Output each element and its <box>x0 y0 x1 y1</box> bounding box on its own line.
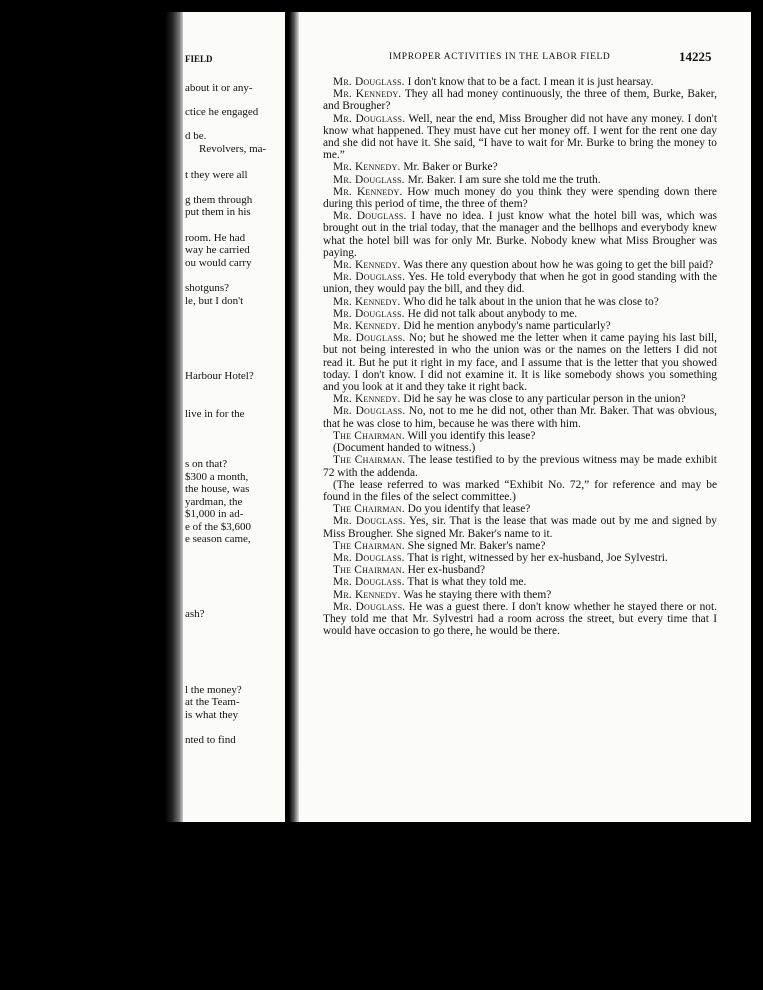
left-line: e of the $3,600 <box>185 521 251 533</box>
scan-dark-bottom <box>165 822 763 990</box>
testimony-paragraph <box>323 308 717 320</box>
paragraph-text: Did he mention anybody's name particularly? <box>403 320 611 333</box>
paragraph-text: He did not talk about anybody to me. <box>407 307 578 320</box>
speaker-name: Mr. Kennedy. <box>333 393 401 406</box>
testimony-paragraph <box>323 332 717 393</box>
left-line: d be. <box>185 130 207 142</box>
testimony-paragraph <box>323 296 717 308</box>
testimony-paragraph <box>323 161 717 173</box>
speaker-name: The Chairman. <box>333 539 405 552</box>
paragraph-text: How much money do you think they were spending down there during this period of time, the three of them? <box>323 185 717 211</box>
left-line: way he carried <box>185 244 250 256</box>
testimony-paragraph <box>323 174 717 186</box>
testimony-paragraph <box>323 320 717 332</box>
testimony-paragraph <box>323 259 717 271</box>
left-line: Revolvers, ma- <box>199 143 267 155</box>
speaker-name: Mr. Kennedy. <box>333 259 401 272</box>
paragraph-text: Was there any question about how he was going to get the bill paid? <box>403 259 714 272</box>
right-page-gutter-shadow <box>289 12 299 822</box>
paragraph-text: Yes, sir. That is the lease that was made out by me and signed by Miss Brougher. She signed Mr. Baker's name to it. <box>323 515 717 540</box>
running-head: IMPROPER ACTIVITIES IN THE LABOR FIELD <box>389 52 611 62</box>
speaker-name: Mr. Kennedy. <box>333 588 401 601</box>
left-line: the house, was <box>185 483 250 495</box>
paragraph-text: He was a guest there. I don't know whether he stayed there or not. They told me that Mr. Sylvestri had a room across the street, but every time that I would have occasion to go there, he would be there. <box>323 600 717 638</box>
speaker-name: Mr. Kennedy. <box>333 88 402 101</box>
speaker-name: The Chairman. <box>333 429 405 442</box>
paragraph-text: No, not to me he did not, other than Mr. Baker. That was obvious, that he was close to him, because he was there with him. <box>323 405 717 430</box>
left-line: nted to find <box>185 734 236 746</box>
scan-dark-margin <box>0 0 165 990</box>
testimony-paragraph <box>323 88 717 112</box>
paragraph-text: (Document handed to witness.) <box>333 442 476 455</box>
testimony-paragraph <box>323 76 717 88</box>
speaker-name: Mr. Douglass. <box>333 600 406 613</box>
testimony-text <box>323 76 717 637</box>
testimony-paragraph <box>323 393 717 405</box>
testimony-paragraph <box>323 210 717 259</box>
paragraph-text: The lease testified to by the previous witness may be made exhibit 72 with the addenda. <box>323 454 717 479</box>
left-line: le, but I don't <box>185 295 244 307</box>
left-running-head: FIELD <box>185 54 213 64</box>
paragraph-text: Her ex-husband? <box>407 564 486 577</box>
speaker-name: Mr. Kennedy. <box>333 161 401 174</box>
right-page <box>289 12 751 822</box>
paragraph-text: Did he say he was close to any particular person in the union? <box>403 393 686 406</box>
left-line: t they were all <box>185 169 248 181</box>
paragraph-text: Was he staying there with them? <box>403 588 552 601</box>
paragraph-text: Yes. He told everybody that when he got in good standing with the union, they would pay the bill, and they did. <box>323 271 717 296</box>
left-line: g them through <box>185 194 253 206</box>
testimony-paragraph <box>323 454 717 478</box>
left-line: live in for the <box>185 408 245 420</box>
left-line: room. He had <box>185 232 246 244</box>
left-line: shotguns? <box>185 282 229 294</box>
speaker-name: The Chairman. <box>333 503 405 516</box>
paragraph-text: Well, near the end, Miss Brougher did not have any money. I don't know what happened. They must have cut her money off. I went for the rent one day and she did not have it. She said, “I have to wait for Mr. Burke to bring the money to me.” <box>323 112 717 162</box>
paragraph-text: That is what they told me. <box>407 576 527 589</box>
testimony-paragraph <box>323 564 717 576</box>
paragraph-text: No; but he showed me the letter when it came paying his last bill, but not being interested in who the union was or the names on the letters I did not read it. But he put it right in my face, and I assume that is the letter that you showed today. I don't know. I did not examine it. It is like somebody shows you something and you look at it and they take it right back. <box>323 332 717 394</box>
left-page-gutter-shadow <box>165 12 183 822</box>
left-line: ou would carry <box>185 257 252 269</box>
speaker-name: Mr. Douglass. <box>333 332 406 345</box>
paragraph-text: (The lease referred to was marked “Exhibit No. 72,” for reference and may be found in the files of the select committee.) <box>323 478 717 503</box>
speaker-name: Mr. Kennedy. <box>333 185 403 198</box>
speaker-name: Mr. Douglass. <box>333 173 405 186</box>
speaker-name: Mr. Douglass. <box>333 112 406 125</box>
testimony-paragraph <box>323 186 717 210</box>
left-line: Harbour Hotel? <box>185 370 254 382</box>
testimony-paragraph <box>323 576 717 588</box>
testimony-paragraph <box>323 113 717 162</box>
testimony-paragraph <box>323 479 717 503</box>
speaker-name: Mr. Kennedy. <box>333 320 401 333</box>
paragraph-text: Do you identify that lease? <box>407 503 531 516</box>
left-line: s on that? <box>185 458 228 470</box>
testimony-paragraph <box>323 405 717 429</box>
left-line: yardman, the <box>185 496 243 508</box>
left-line: about it or any- <box>185 82 253 94</box>
left-line: $1,000 in ad- <box>185 508 244 520</box>
testimony-paragraph <box>323 589 717 601</box>
left-line: ctice he engaged <box>185 106 259 118</box>
testimony-paragraph <box>323 271 717 295</box>
paragraph-text: Mr. Baker. I am sure she told me the truth. <box>407 173 601 186</box>
speaker-name: The Chairman. <box>333 454 406 467</box>
paragraph-text: They all had money continuously, the three of them, Burke, Baker, and Brougher? <box>323 88 717 113</box>
speaker-name: Mr. Douglass. <box>333 76 405 88</box>
testimony-paragraph <box>323 442 717 454</box>
testimony-paragraph <box>323 601 717 638</box>
testimony-paragraph <box>323 503 717 515</box>
page-number: 14225 <box>679 49 712 64</box>
speaker-name: Mr. Douglass. <box>333 271 406 284</box>
left-line: $300 a month, <box>185 471 249 483</box>
paragraph-text: That is right, witnessed by her ex-husband, Joe Sylvestri. <box>407 551 668 564</box>
paragraph-text: She signed Mr. Baker's name? <box>407 539 546 552</box>
testimony-paragraph <box>323 552 717 564</box>
testimony-paragraph <box>323 515 717 539</box>
paragraph-text: Mr. Baker or Burke? <box>403 161 498 174</box>
left-line: put them in his <box>185 206 251 218</box>
paragraph-text: I have no idea. I just know what the hotel bill was, which was brought out in the trial today, that the manager and the bellhops and everybody knew what the hotel bill was for only Mr. Burke. Nobody knew what Miss Brougher was paying. <box>323 210 717 259</box>
testimony-paragraph <box>323 540 717 552</box>
paragraph-text: Will you identify this lease? <box>407 429 536 442</box>
left-line: is what they <box>185 709 239 721</box>
speaker-name: The Chairman. <box>333 564 405 577</box>
left-page-fragment <box>165 12 285 822</box>
speaker-name: Mr. Douglass. <box>333 515 406 528</box>
speaker-name: Mr. Kennedy. <box>333 295 401 308</box>
left-line: at the Team- <box>185 696 240 708</box>
speaker-name: Mr. Douglass. <box>333 551 405 564</box>
paragraph-text: I don't know that to be a fact. I mean it is just hearsay. <box>407 76 654 88</box>
speaker-name: Mr. Douglass. <box>333 307 405 320</box>
left-line: e season came, <box>185 533 251 545</box>
testimony-paragraph <box>323 430 717 442</box>
left-line: ash? <box>185 608 205 620</box>
speaker-name: Mr. Douglass. <box>333 405 406 418</box>
speaker-name: Mr. Douglass. <box>333 576 405 589</box>
speaker-name: Mr. Douglass. <box>333 210 407 223</box>
left-line: l the money? <box>185 684 242 696</box>
paragraph-text: Who did he talk about in the union that he was close to? <box>403 295 659 308</box>
